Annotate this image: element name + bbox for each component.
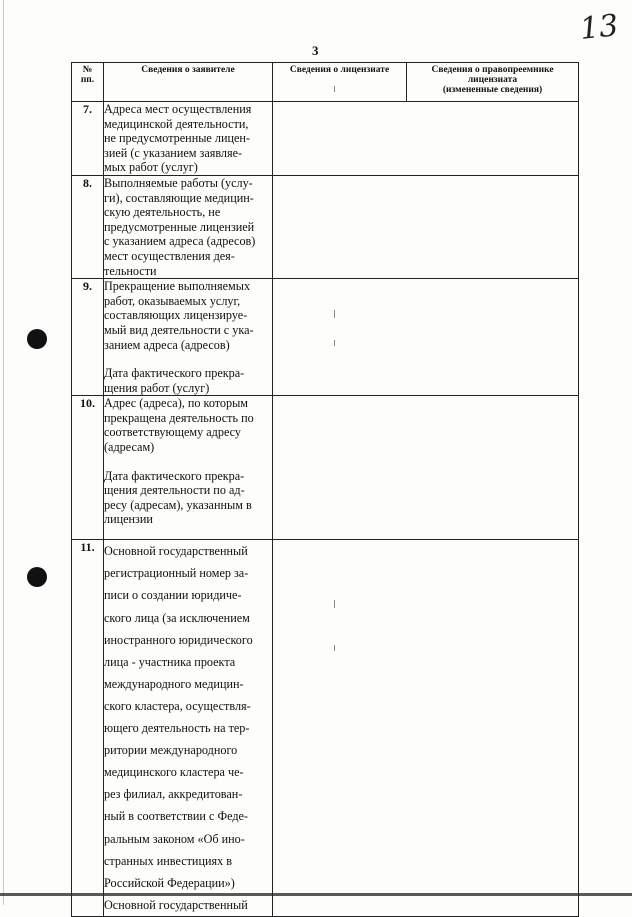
header-successor: Сведения о правопреемнике лицензиата (измененные сведения) <box>407 63 579 102</box>
page-number: 3 <box>312 43 319 58</box>
row-description: Основной государственный регистрационный номер за- писи о создании юридиче- ского лица (за исключением иностранного юридического лица - участника проекта международного медицин- ского кластера, осуществля- ющего деятельность на тер- ритории международного медицинского кластера че- рез филиал, аккредитован- ный в соответствии с Феде- ральным законом «Об ино- странных инвестициях в Российской Федерации») Основной государственный <box>104 540 273 917</box>
scan-speck <box>334 600 335 608</box>
header-num: № пп. <box>72 63 104 102</box>
row-number: 8. <box>72 175 104 278</box>
row-number: 10. <box>72 396 104 540</box>
handwritten-page-number: 13 <box>578 8 620 47</box>
scan-speck <box>334 645 335 651</box>
scan-speck <box>334 310 335 318</box>
punch-hole <box>27 329 47 349</box>
scan-speck <box>334 340 335 346</box>
row-value-cell <box>273 540 579 917</box>
row-description: Адрес (адреса), по которым прекращена деятельность по соответствующему адресу (адресам) Дата фактического прекра- щения деятельности по ад- ресу (адресам), указанным в лицензии <box>104 396 273 540</box>
table-header-row <box>72 63 579 102</box>
row-value-cell <box>273 279 579 396</box>
table-row <box>72 102 579 176</box>
row-value-cell <box>273 396 579 540</box>
header-applicant: Сведения о заявителе <box>104 63 273 102</box>
table-row <box>72 279 579 396</box>
row-value-cell <box>273 102 579 176</box>
row-description: Адреса мест осуществления медицинской деятельности, не предусмотренные лицен- зией (с указанием заявляе- мых работ (услуг) <box>104 102 273 176</box>
license-change-table <box>71 62 579 917</box>
table-row <box>72 175 579 278</box>
header-licensee: Сведения о лицензиате <box>273 63 407 102</box>
scan-speck <box>334 86 335 92</box>
row-number: 11. <box>72 540 104 917</box>
row-number: 7. <box>72 102 104 176</box>
punch-hole <box>27 567 47 587</box>
scan-edge-line <box>3 0 4 905</box>
scan-edge-line <box>0 893 632 896</box>
row-description: Выполняемые работы (услу- ги), составляющие медицин- скую деятельность, не предусмотренные лицензией с указанием адреса (адресов) мест осуществления дея- тельности <box>104 175 273 278</box>
row-number: 9. <box>72 279 104 396</box>
table-row <box>72 540 579 917</box>
table-row <box>72 396 579 540</box>
row-description: Прекращение выполняемых работ, оказываемых услуг, составляющих лицензируе- мый вид деятельности с ука- занием адреса (адресов) Дата фактического прекра- щения работ (услуг) <box>104 279 273 396</box>
row-value-cell <box>273 175 579 278</box>
